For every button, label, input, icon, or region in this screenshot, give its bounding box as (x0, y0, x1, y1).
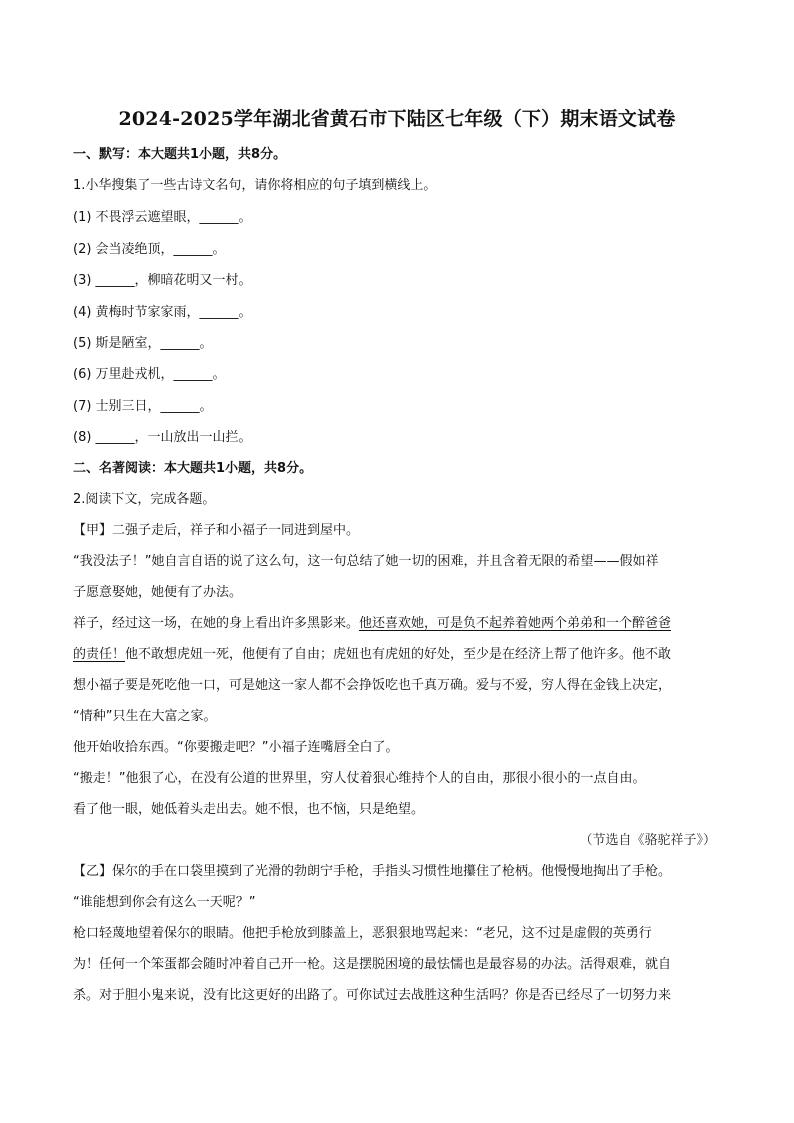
page-title: 2024-2025学年湖北省黄石市下陆区七年级（下）期末语文试卷 (118, 108, 676, 130)
fill-item-6: (6) 万里赴戎机，______。 (73, 367, 226, 382)
passage-yi-p2: “谁能想到你会有这么一天呢？” (73, 895, 256, 910)
passage-jia-p2a: “我没法子！”她自言自语的说了这么句，这一句总结了她一切的困难，并且含着无限的希望——假如祥 (73, 554, 659, 569)
fill-item-7: (7) 士别三日，______。 (73, 399, 213, 414)
section1-heading: 一、默写：本大题共1小题，共8分。 (73, 147, 287, 162)
fill-item-4: (4) 黄梅时节家家雨，______。 (73, 305, 252, 320)
passage-text: 祥子，经过这一场，在她的身上看出许多黑影来。 (73, 616, 360, 631)
passage-jia-p1: 【甲】二强子走后，祥子和小福子一同进到屋中。 (73, 523, 360, 538)
fill-item-5: (5) 斯是陋室，______。 (73, 336, 213, 351)
passage-yi-p3a: 枪口轻蔑地望着保尔的眼睛。他把手枪放到膝盖上，恶狠狠地骂起来：“老兄，这不过是虚假的英勇行 (73, 926, 652, 941)
passage-jia-p3a (73, 616, 671, 632)
fill-item-1: (1) 不畏浮云遮望眼，______。 (73, 210, 252, 225)
question-2: 2.阅读下文，完成各题。 (73, 492, 216, 507)
passage-jia-p2b: 子愿意娶她，她便有了办法。 (73, 585, 243, 600)
passage-yi-p3c: 杀。对于胆小鬼来说，没有比这更好的出路了。可你试过去战胜这种生活吗？你是否已经尽了一切努力来 (73, 988, 672, 1003)
passage-jia-p3d: “情种”只生在大富之家。 (73, 709, 217, 724)
passage-yi-p3b: 为！任何一个笨蛋都会随时冲着自己开一枪。这是摆脱困境的最怯懦也是最容易的办法。活得艰难，就自 (73, 957, 672, 972)
fill-item-2: (2) 会当凌绝顶，______。 (73, 242, 226, 257)
underlined-sentence: 他还喜欢她，可是负不起养着她两个弟弟和一个醉爸爸 (359, 616, 672, 631)
underlined-sentence-end: 的责任！ (73, 647, 126, 662)
passage-jia-source: （节选自《骆驼祥子》） (579, 833, 716, 848)
fill-item-8: (8) ______，一山放出一山拦。 (73, 430, 252, 445)
passage-jia-p6: 看了他一眼，她低着头走出去。她不恨，也不恼，只是绝望。 (73, 802, 425, 817)
passage-jia-p5: “搬走！”他狠了心，在没有公道的世界里，穷人仗着狠心维持个人的自由，那很小很小的一点自由。 (73, 771, 646, 786)
passage-jia-p3b (73, 647, 671, 663)
question-1: 1.小华搜集了一些古诗文名句，请你将相应的句子填到横线上。 (73, 178, 437, 193)
fill-item-3: (3) ______，柳暗花明又一村。 (73, 273, 252, 288)
passage-text: 他不敢想虎妞一死，他便有了自由；虎妞也有虎妞的好处，至少是在经济上帮了他许多。他不敢 (125, 647, 672, 662)
passage-yi-p1: 【乙】保尔的手在口袋里摸到了光滑的勃朗宁手枪，手指头习惯性地攥住了枪柄。他慢慢地掏出了手枪。 (73, 864, 672, 879)
section2-heading: 二、名著阅读：本大题共1小题，共8分。 (73, 461, 313, 476)
passage-jia-p3c: 想小福子要是死吃他一口，可是她这一家人都不会挣饭吃也千真万确。爱与不爱，穷人得在金钱上决定， (73, 678, 672, 693)
passage-jia-p4: 他开始收拾东西。“你要搬走吧？”小福子连嘴唇全白了。 (73, 740, 399, 755)
